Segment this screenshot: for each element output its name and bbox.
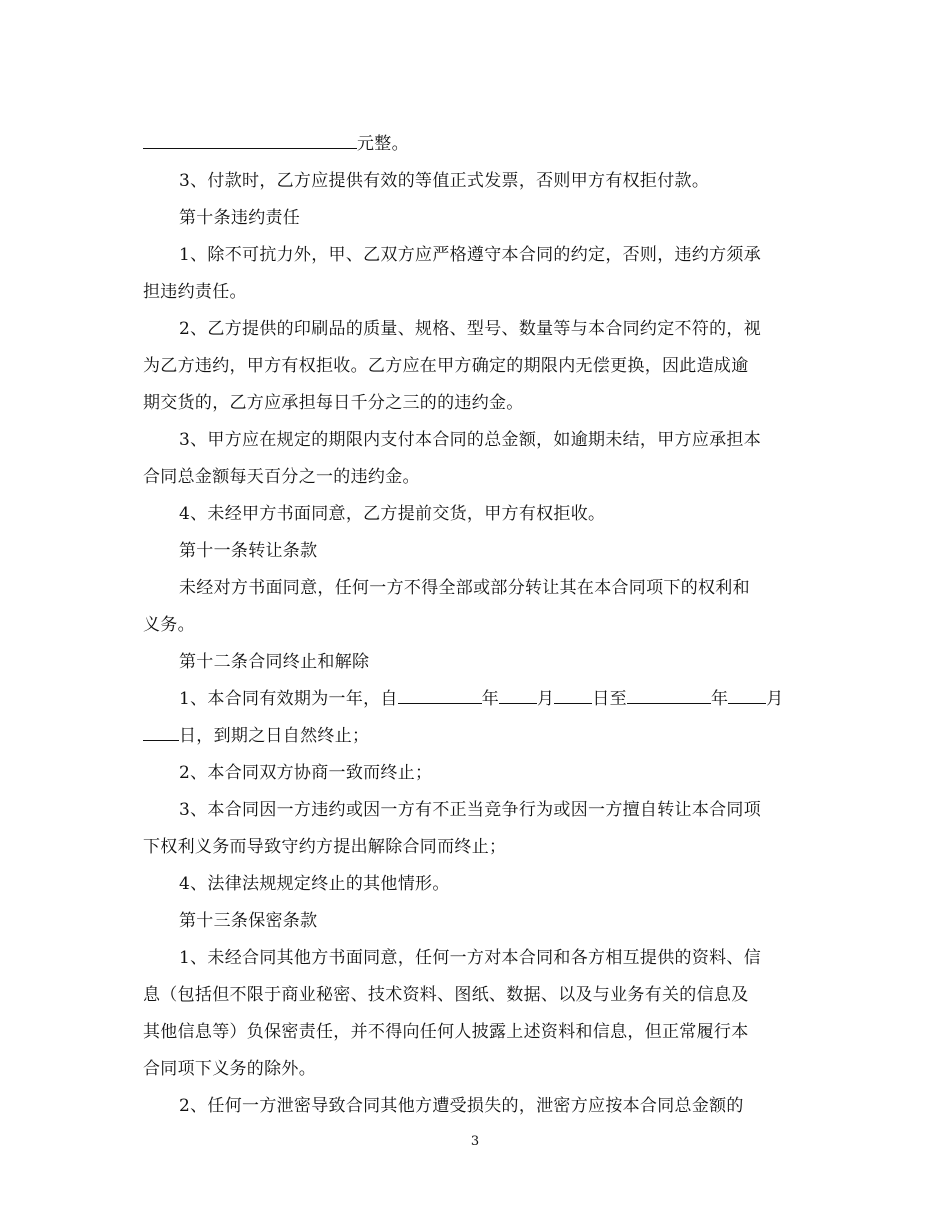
start-day-blank bbox=[554, 685, 592, 704]
paragraph-line: 2、乙方提供的印刷品的质量、规格、型号、数量等与本合同约定不符的，视 bbox=[179, 319, 762, 339]
paragraph-line: 担违约责任。 bbox=[143, 282, 247, 302]
end-day-blank bbox=[143, 722, 179, 741]
validity-text: 1、本合同有效期为一年，自 bbox=[179, 689, 398, 709]
paragraph-line: 3、甲方应在规定的期限内支付本合同的总金额，如逾期未结，甲方应承担本 bbox=[179, 430, 762, 450]
paragraph-line: 息（包括但不限于商业秘密、技术资料、图纸、数据、以及与业务有关的信息及 bbox=[143, 985, 749, 1005]
amount-blank bbox=[143, 130, 357, 149]
start-year-blank bbox=[398, 685, 482, 704]
paragraph-line: 2、本合同双方协商一致而终止； bbox=[179, 763, 433, 783]
article-13-heading: 第十三条保密条款 bbox=[179, 911, 318, 931]
end-month-blank bbox=[728, 685, 766, 704]
month-label: 月 bbox=[537, 689, 555, 709]
paragraph-line: 其他信息等）负保密责任，并不得向任何人披露上述资料和信息，但正常履行本 bbox=[143, 1022, 749, 1042]
paragraph-line: 下权利义务而导致守约方提出解除合同而终止； bbox=[143, 837, 507, 857]
month-label: 月 bbox=[766, 689, 784, 709]
page-number: 3 bbox=[470, 1134, 480, 1149]
paragraph-line: 4、法律法规规定终止的其他情形。 bbox=[179, 874, 450, 894]
article-12-heading: 第十二条合同终止和解除 bbox=[179, 652, 370, 672]
year-label: 年 bbox=[710, 689, 729, 709]
paragraph-line: 4、未经甲方书面同意，乙方提前交货，甲方有权拒收。 bbox=[179, 504, 606, 524]
validity-period-line bbox=[143, 681, 807, 718]
day-to-label: 日至 bbox=[592, 689, 627, 709]
paragraph-line: 3、本合同因一方违约或因一方有不正当竞争行为或因一方擅自转让本合同项 bbox=[179, 800, 762, 820]
paragraph-line: 合同项下义务的除外。 bbox=[143, 1059, 316, 1079]
year-label: 年 bbox=[481, 689, 500, 709]
article-11-heading: 第十一条转让条款 bbox=[179, 541, 318, 561]
paragraph-line: 合同总金额每天百分之一的违约金。 bbox=[143, 467, 420, 487]
start-month-blank bbox=[499, 685, 537, 704]
paragraph-line: 2、任何一方泄密导致合同其他方遭受损失的，泄密方应按本合同总金额的 bbox=[179, 1096, 744, 1116]
validity-end-text: 日，到期之日自然终止； bbox=[179, 726, 370, 746]
end-year-blank bbox=[627, 685, 711, 704]
paragraph-line: 为乙方违约，甲方有权拒收。乙方应在甲方确定的期限内无偿更换，因此造成逾 bbox=[143, 356, 749, 376]
article-10-heading: 第十条违约责任 bbox=[179, 208, 301, 228]
paragraph-line: 1、未经合同其他方书面同意，任何一方对本合同和各方相互提供的资料、信 bbox=[179, 948, 762, 968]
amount-suffix: 元整。 bbox=[357, 134, 409, 154]
validity-end-line bbox=[143, 718, 807, 755]
paragraph-line: 期交货的，乙方应承担每日千分之三的的违约金。 bbox=[143, 393, 524, 413]
paragraph-line: 3、付款时，乙方应提供有效的等值正式发票，否则甲方有权拒付款。 bbox=[179, 171, 710, 191]
document-body bbox=[143, 126, 807, 1125]
paragraph-line: 1、除不可抗力外，甲、乙双方应严格遵守本合同的约定，否则，违约方须承 bbox=[179, 245, 762, 265]
paragraph-line: 义务。 bbox=[143, 615, 195, 635]
paragraph-line: 未经对方书面同意，任何一方不得全部或部分转让其在本合同项下的权利和 bbox=[179, 578, 750, 598]
amount-line bbox=[143, 126, 807, 163]
